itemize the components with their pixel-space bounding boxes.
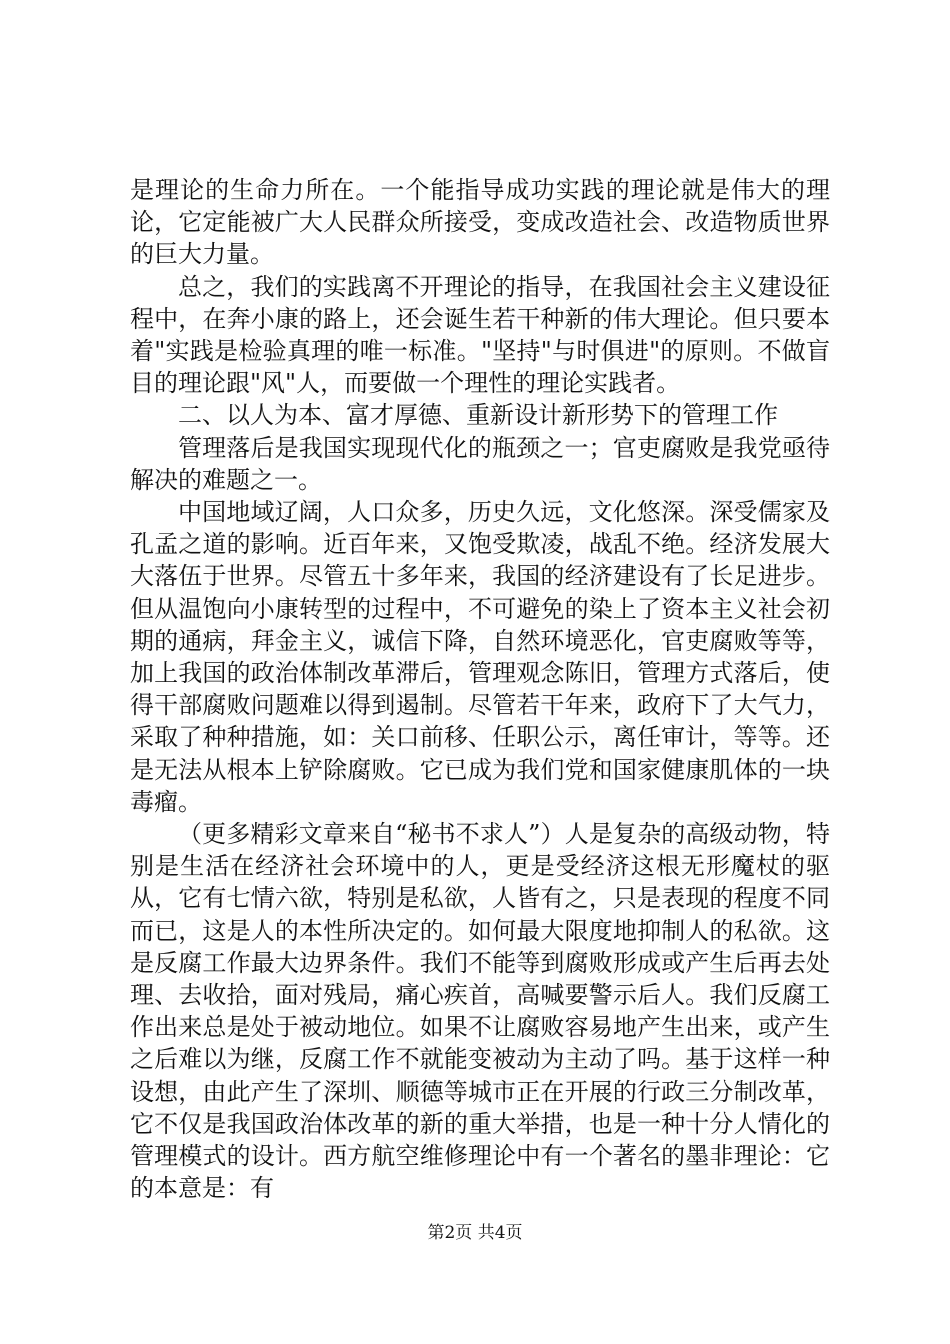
paragraph-human-nature: （更多精彩文章来自“秘书不求人”）人是复杂的高级动物，特别是生活在经济社会环境中的人，更是受经济这根无形魔杖的驱从，它有七情六欲，特别是私欲，人皆有之，只是表现的程度不同而已，这是人的本性所决定的。如何最大限度地抑制人的私欲。这是反腐工作最大边界条件。我们不能等到腐败形成或产生后再去处理、去收拾，面对残局，痛心疾首，高喊要警示后人。我们反腐工作出来总是处于被动地位。如果不让腐败容易地产生出来，或产生之后难以为继，反腐工作不就能变被动为主动了吗。基于这样一种设想，由此产生了深圳、顺德等城市正在开展的行政三分制改革，它不仅是我国政治体改革的新的重大举措，也是一种十分人情化的管理模式的设计。西方航空维修理论中有一个著名的墨非理论：它的本意是：有 (130, 820, 830, 1203)
section-heading: 二、以人为本、富才厚德、重新设计新形势下的管理工作 (178, 401, 778, 430)
paragraph-continued: 是理论的生命力所在。一个能指导成功实践的理论就是伟大的理论，它定能被广大人民群众所接受，变成改造社会、改造物质世界的巨大力量。 (130, 176, 830, 269)
paragraph-summary: 总之，我们的实践离不开理论的指导，在我国社会主义建设征程中，在奔小康的路上，还会诞生若干种新的伟大理论。但只要本着"实践是检验真理的唯一标准。"坚持"与时俱进"的原则。不做盲目的理论跟"风"人，而要做一个理性的理论实践者。 (130, 272, 830, 398)
paragraph-china: 中国地域辽阔，人口众多，历史久远，文化悠深。深受儒家及孔孟之道的影响。近百年来，又饱受欺凌，战乱不绝。经济发展大大落伍于世界。尽管五十多年来，我国的经济建设有了长足进步。但从温饱向小康转型的过程中，不可避免的染上了资本主义社会初期的通病，拜金主义，诚信下降，自然环境恶化，官吏腐败等等，加上我国的政治体制改革滞后，管理观念陈旧，管理方式落后，使得干部腐败问题难以得到遏制。尽管若干年来，政府下了大气力，采取了种种措施，如：关口前移、任职公示，离任审计，等等。还是无法从根本上铲除腐败。它已成为我们党和国家健康肌体的一块毒瘤。 (130, 498, 830, 816)
paragraph-management: 管理落后是我国实现现代化的瓶颈之一；官吏腐败是我党亟待解决的难题之一。 (130, 433, 830, 494)
document-body (130, 174, 830, 1205)
page-number: 第2页 共4页 (427, 1223, 523, 1243)
